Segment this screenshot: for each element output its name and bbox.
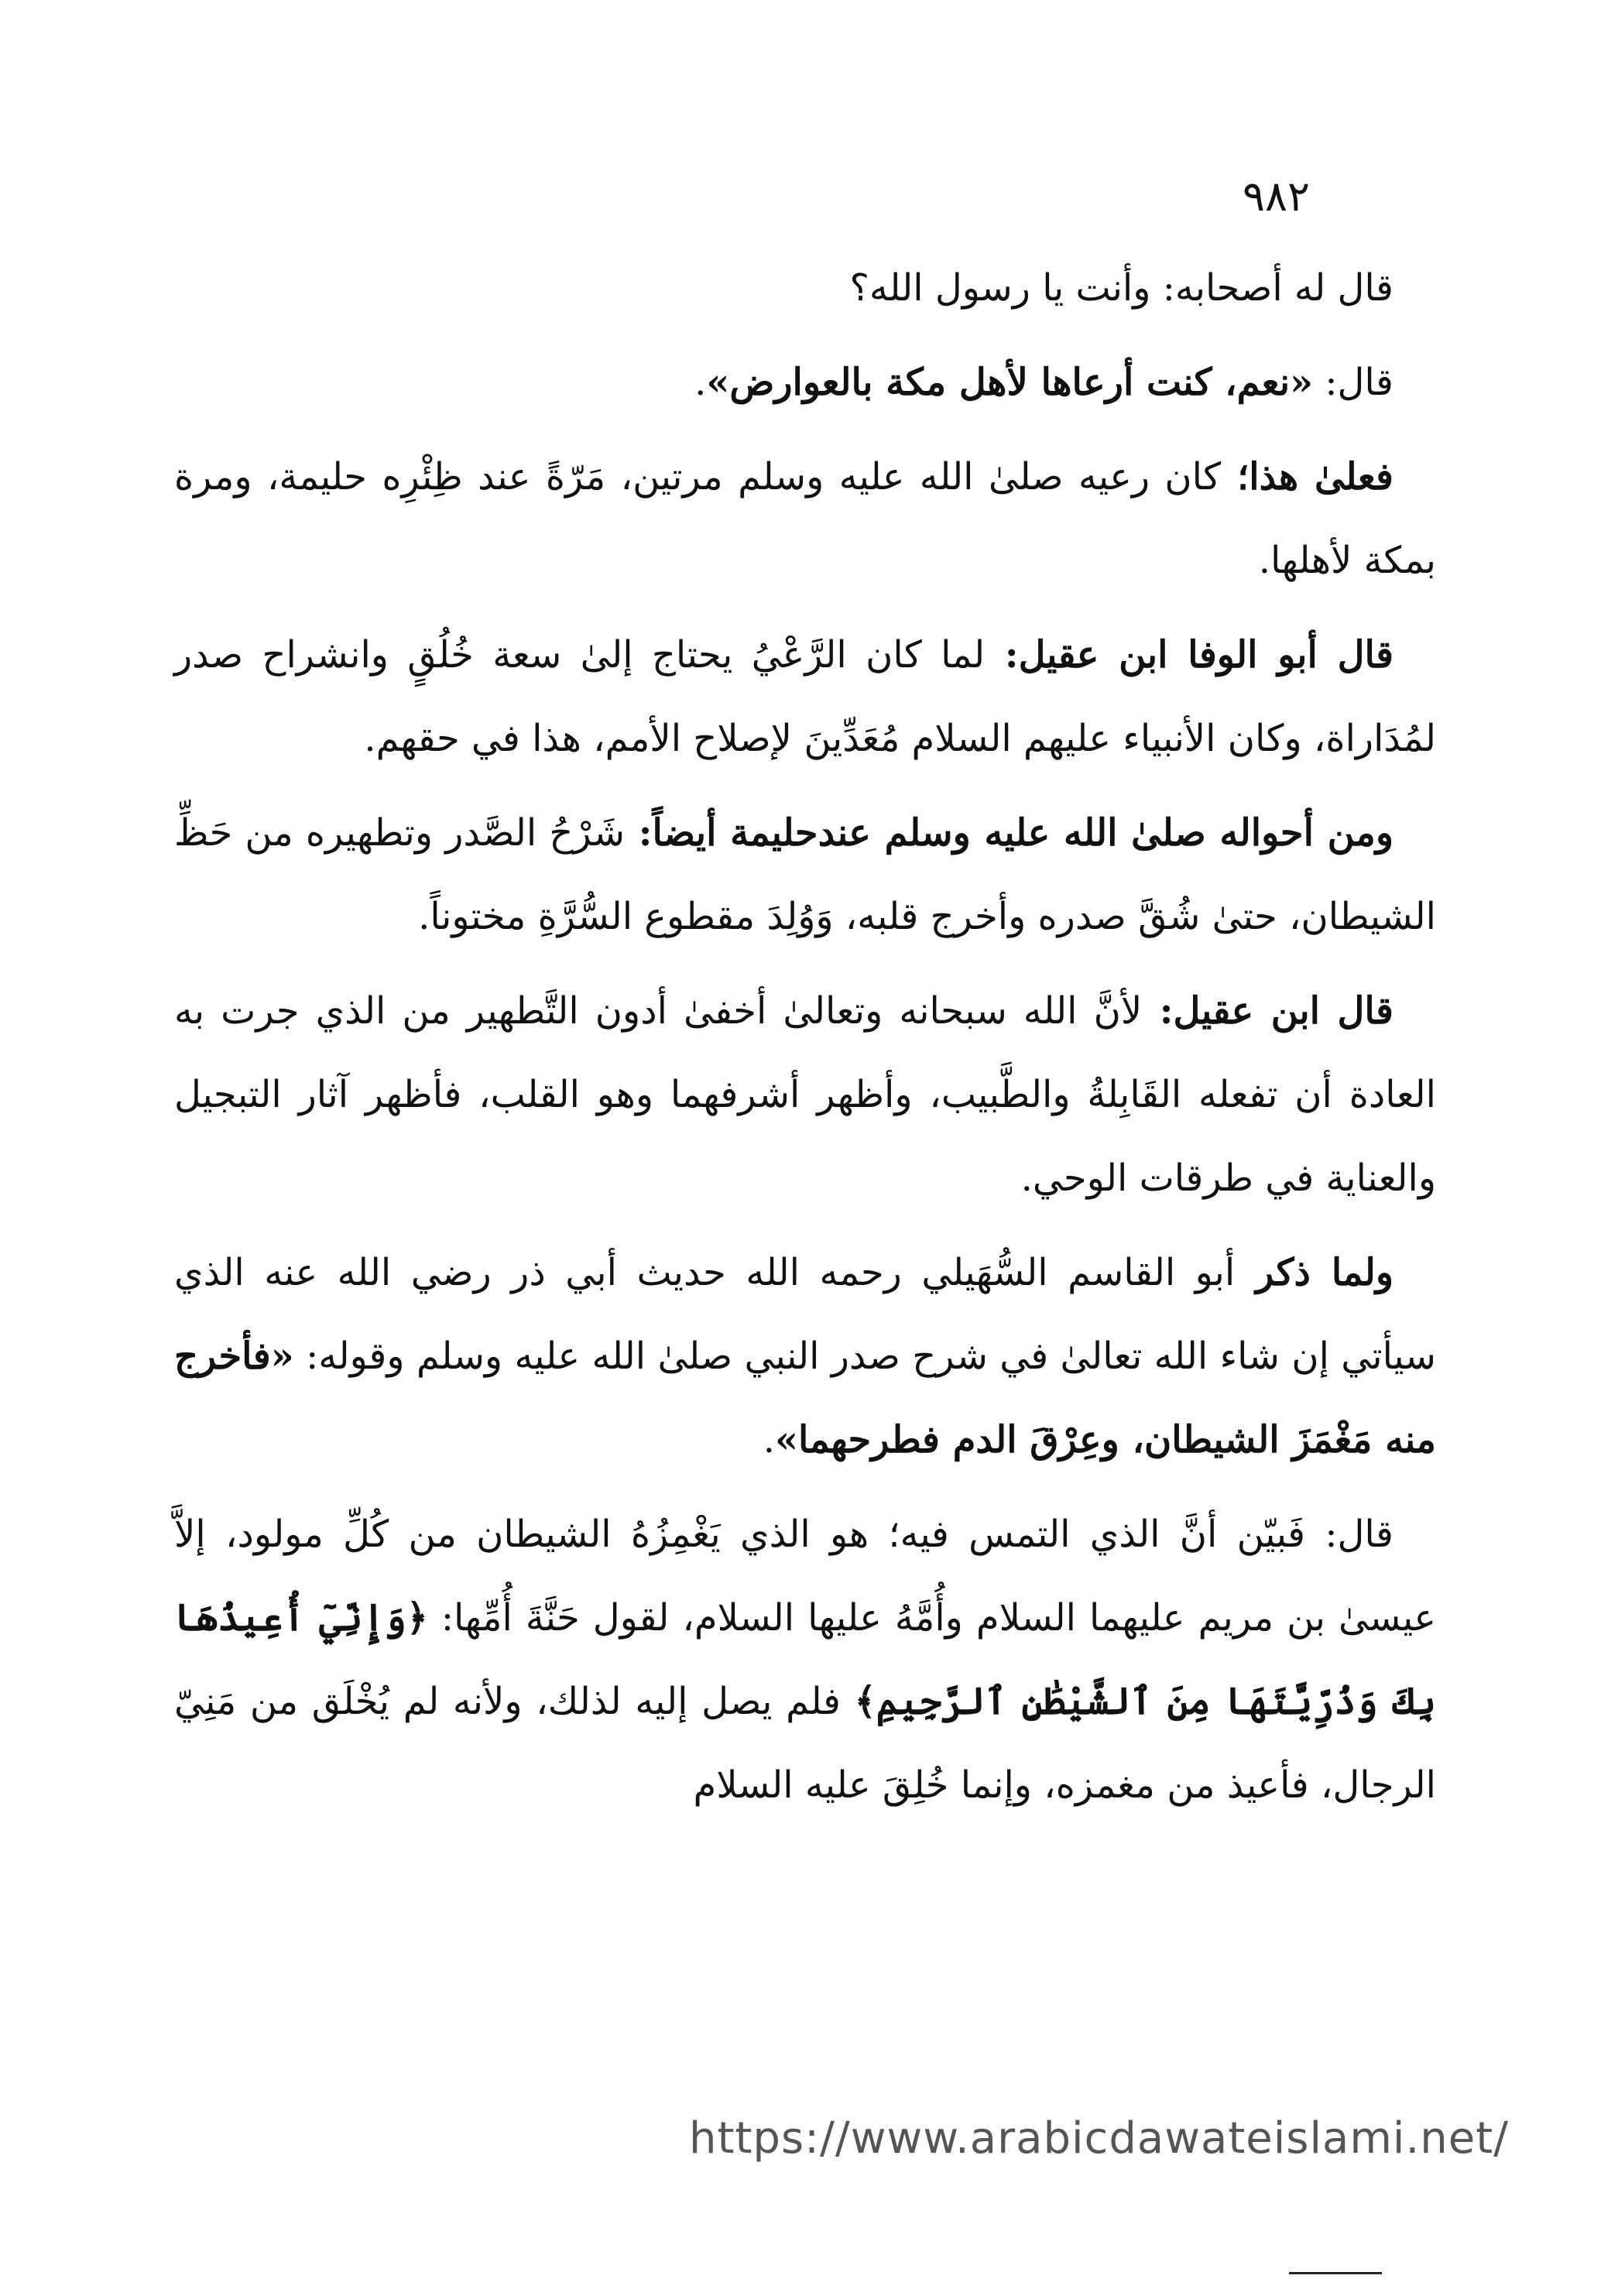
quran-verse: ﴿وَإِنِّيٓ أُعِيذُهَا بِكَ وَذُرِّيَّتَهَا مِنَ ٱلشَّيْطَٰنِ ٱلرَّجِيمِ﴾ (174, 1596, 1437, 1723)
paragraph-text: لأنَّ الله سبحانه وتعالىٰ أخفىٰ أدون التَّطهير من الذي جرت به العادة أن تفعله القَابِلةُ والطَّبيب، وأظهر أشرفهما وهو القلب، فأظهر آثار التبجيل والعناية في طرقات الوحي. (174, 989, 1436, 1200)
paragraph-text: قال: (1313, 361, 1393, 404)
paragraph-lead: قال ابن عقيل: (1142, 989, 1393, 1033)
paragraph-text: فلم يصل إليه لذلك، ولأنه لم يُخْلَق من مَنِيّ الرجال، فأعيذ من مغمزه، وإنما خُلِقَ عليه السلام (174, 1680, 1436, 1807)
paragraph-lead: ولما ذكر (1235, 1251, 1394, 1294)
paragraph-lead: قال أبو الوفا ابن عقيل: (985, 633, 1394, 677)
scan-edge-mark (1289, 2272, 1382, 2274)
paragraph-text: قال له أصحابه: وأنت يا رسول الله؟ (849, 266, 1393, 310)
paragraph-text: كان رعيه صلىٰ الله عليه وسلم مرتين، مَرّةً عند ظِئْرِه حليمة، ومرة بمكة لأهلها. (174, 455, 1436, 582)
paragraph (174, 613, 1436, 780)
paragraph (174, 246, 1436, 330)
page-body (174, 246, 1436, 1838)
paragraph-text: . (694, 361, 707, 404)
paragraph-lead: فعلىٰ هذا؛ (1221, 455, 1393, 499)
hadith-quote: «فأخرج منه مَغْمَزَ الشيطان، وعِرْقَ الدم فطرحهما» (174, 1335, 1436, 1462)
paragraph (174, 341, 1436, 424)
paragraph (174, 791, 1436, 958)
paragraph (174, 1231, 1436, 1482)
paragraph (174, 969, 1436, 1220)
paragraph-text: شَرْحُ الصَّدر وتطهيره من حَظِّ الشيطان، حتىٰ شُقَّ صدره وأخرج قلبه، وَوُلِدَ مقطوع السُّرَّةِ مختوناً. (174, 811, 1436, 938)
page-number: ٩٨٢ (1243, 172, 1311, 221)
watermark-url: https://www.arabicdawateislami.net/ (689, 2113, 1510, 2164)
paragraph (174, 435, 1436, 602)
paragraph-text: . (763, 1418, 775, 1462)
hadith-quote: «نعم، كنت أرعاها لأهل مكة بالعوارض» (706, 361, 1314, 404)
paragraph-text: قال: فَبيّن أنَّ الذي التمس فيه؛ هو الذي يَغْمِزُهُ الشيطان من كُلِّ مولود، إلاَّ عيسىٰ بن مريم عليهما السلام وأُمَّهُ عليها السلام، لقول حَنَّةَ أُمِّها: (174, 1513, 1436, 1640)
paragraph-text: لما كان الرَّعْيُ يحتاج إلىٰ سعة خُلُقٍ وانشراح صدر لمُدَاراة، وكان الأنبياء عليهم السلام مُعَدِّينَ لإصلاح الأمم، هذا في حقهم. (174, 633, 1436, 760)
paragraph (174, 1492, 1436, 1827)
paragraph-lead: ومن أحواله صلىٰ الله عليه وسلم عندحليمة أيضاً: (625, 811, 1393, 855)
paragraph-text: أبو القاسم السُّهَيلي رحمه الله حديث أبي ذر رضي الله عنه الذي سيأتي إن شاء الله تعالىٰ في شرح صدر النبي صلىٰ الله عليه وسلم وقوله: (174, 1251, 1436, 1378)
